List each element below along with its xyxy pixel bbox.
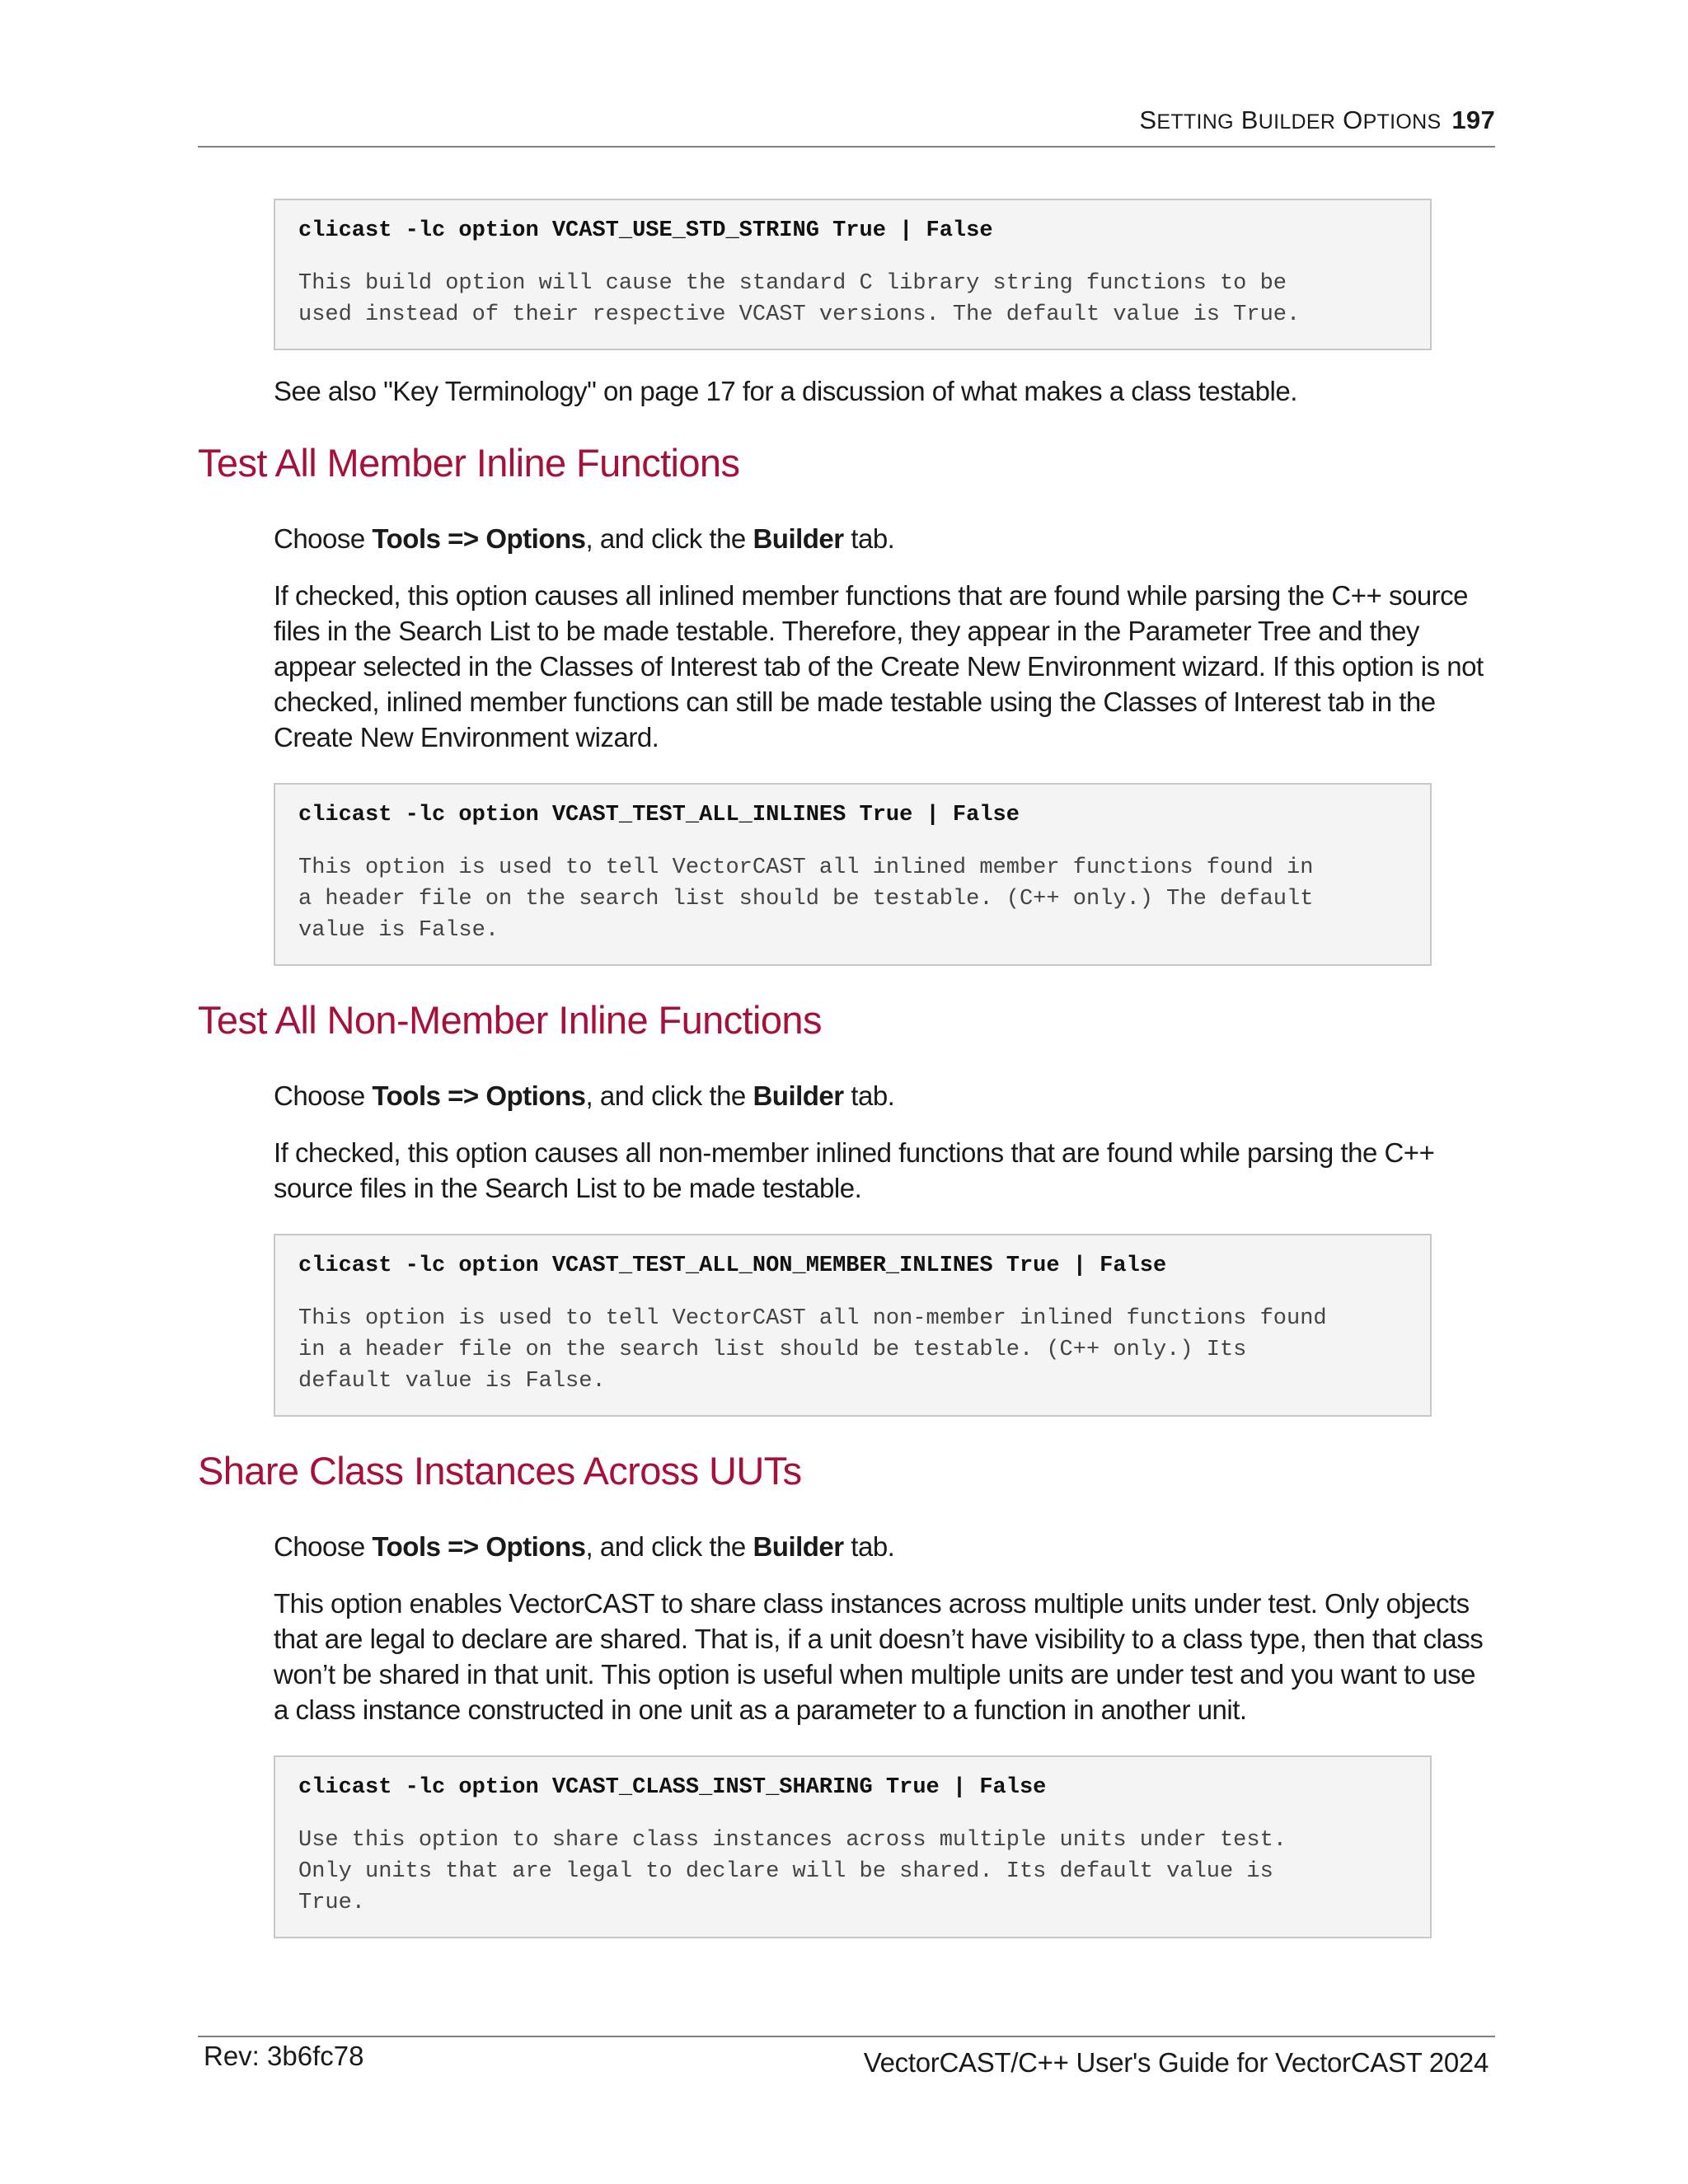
see-also-paragraph: See also "Key Terminology" on page 17 for a discussion of what makes a class testable.	[274, 376, 1297, 406]
body-paragraph: If checked, this option causes all non-member inlined functions that are found while parsing the C++ source files in the Search List to be made testable.	[274, 1137, 1435, 1203]
clicast-command: clicast -lc option VCAST_CLASS_INST_SHARING True | False	[298, 1775, 1047, 1800]
clicast-command: clicast -lc option VCAST_TEST_ALL_INLINES True | False	[298, 803, 1020, 827]
tab-name: Builder	[753, 1531, 844, 1562]
section-heading-member-inline: Test All Member Inline Functions	[198, 441, 740, 485]
code-block-use-std-string	[274, 199, 1432, 350]
code-block-class-inst-sharing	[274, 1755, 1432, 1938]
body-paragraph: If checked, this option causes all inlined member functions that are found while parsing the C++ source files in the Search List to be made testable. Therefore, they appear in the Parameter Tree and they appear selected in the Classes of Interest tab of the Create New Environment wizard. If this option is not checked, inlined member functions can still be made testable using the Classes of Interest tab in the Create New Environment wizard.	[274, 580, 1484, 752]
section-heading-share-class-instances: Share Class Instances Across UUTs	[198, 1449, 802, 1493]
code-block-test-all-non-member-inlines	[274, 1234, 1432, 1417]
page-content	[198, 199, 1495, 1938]
clicast-command: clicast -lc option VCAST_TEST_ALL_NON_MEMBER_INLINES True | False	[298, 1254, 1167, 1278]
page-number: 197	[1451, 105, 1495, 134]
menu-path: Tools => Options	[372, 523, 586, 554]
menu-path: Tools => Options	[372, 1531, 586, 1562]
command-description: This option is used to tell VectorCAST all non-member inlined functions found in a header file on the search list should be testable. (C++ only.) Its default value is False.	[298, 1306, 1327, 1394]
footer-guide-title: VectorCAST/C++ User's Guide for VectorCAST 2024	[863, 2047, 1489, 2078]
section-heading-non-member-inline: Test All Non-Member Inline Functions	[198, 998, 822, 1042]
command-description: This option is used to tell VectorCAST all inlined member functions found in a header file on the search list should be testable. (C++ only.) The default value is False.	[298, 855, 1314, 943]
tab-name: Builder	[753, 523, 844, 554]
body-paragraph: This option enables VectorCAST to share class instances across multiple units under test. Only objects that are legal to declare are shared. That is, if a unit doesn’t have visibility to a class type, then that class won’t be shared in that unit. This option is useful when multiple units are under test and you want to use a class instance constructed in one unit as a parameter to a function in another unit.	[274, 1588, 1484, 1725]
menu-path: Tools => Options	[372, 1080, 586, 1111]
choose-instruction: Choose Tools => Options, and click the Builder tab.	[274, 523, 895, 554]
command-description: This build option will cause the standard C library string functions to be used instead of their respective VCAST versions. The default value is True.	[298, 271, 1301, 327]
clicast-command: clicast -lc option VCAST_USE_STD_STRING True | False	[298, 218, 993, 243]
choose-instruction: Choose Tools => Options, and click the Builder tab.	[274, 1531, 895, 1562]
running-header: SETTING BUILDER OPTIONS 197	[1139, 105, 1495, 134]
footer-revision: Rev: 3b6fc78	[204, 2041, 364, 2071]
header-divider	[198, 146, 1495, 148]
choose-instruction: Choose Tools => Options, and click the Builder tab.	[274, 1080, 895, 1111]
footer-divider	[198, 2036, 1495, 2037]
code-block-test-all-inlines	[274, 783, 1432, 966]
tab-name: Builder	[753, 1080, 844, 1111]
command-description: Use this option to share class instances across multiple units under test. Only units that are legal to declare will be shared. Its default value is True.	[298, 1828, 1287, 1915]
